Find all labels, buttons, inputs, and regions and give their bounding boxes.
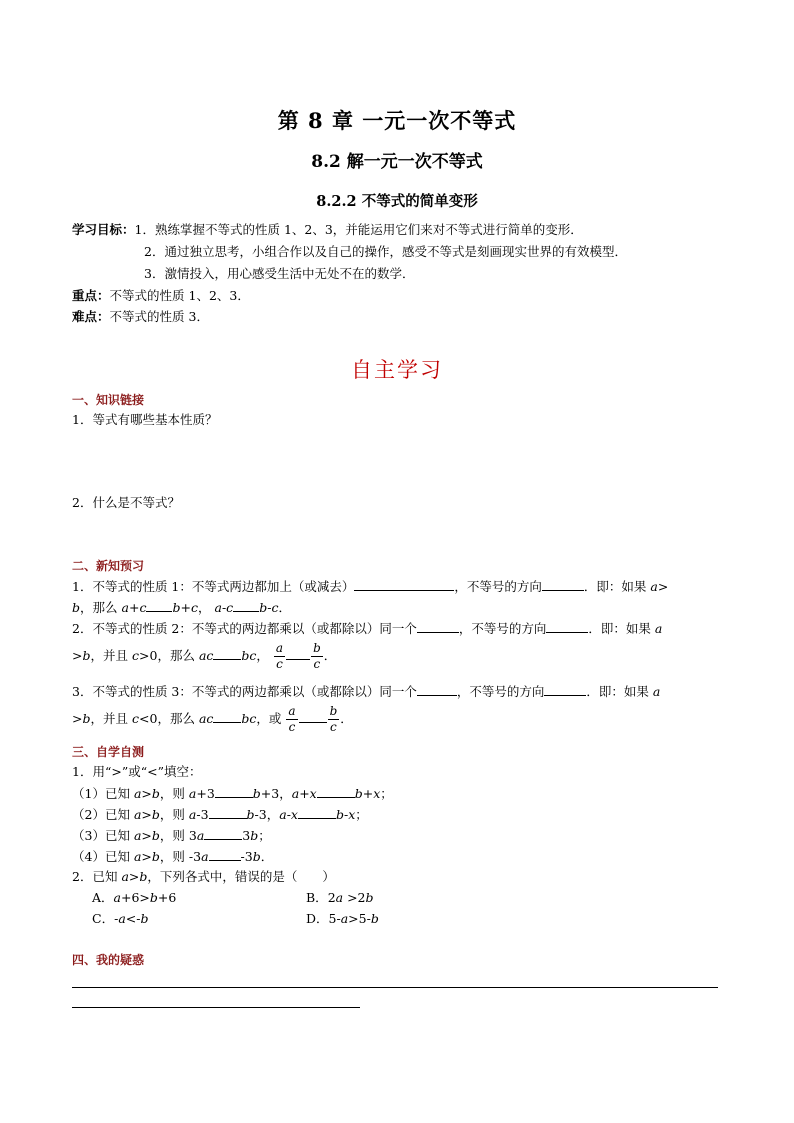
subsection-title: 8.2.2 不等式的简单变形 xyxy=(316,193,478,210)
answer-blank[interactable] xyxy=(213,647,241,660)
fraction-a-over-c: $\frac{a}{c}$ xyxy=(275,641,284,671)
choice-c[interactable]: C．-a<-b xyxy=(92,911,149,926)
exercise-item: （2）已知 a>b，则 a-3 b-3，a-x b-x； xyxy=(72,807,368,822)
property2-line2: >b，并且 c>0，那么 ac bc， $\frac{a}{c}$ $\frac{b}{c}$ ． xyxy=(72,641,337,671)
property2-line1: 2．不等式的性质 2：不等式的两边都乘以（或都除以）同一个 ，不等号的方向 ．即：如果 a xyxy=(72,621,663,636)
self-study-title: 自主学习 xyxy=(351,358,443,382)
q2-text: ，下列各式中，错误的是（ ） xyxy=(147,869,335,884)
objective-item: 1．熟练掌握不等式的性质 1、2、3，并能运用它们来对不等式进行简单的变形． xyxy=(134,222,583,237)
choice-label: D． xyxy=(306,911,329,926)
section-title: 8.2 解一元一次不等式 xyxy=(311,152,483,172)
part1-q2: 2．什么是不等式？ xyxy=(72,495,180,510)
answer-blank[interactable] xyxy=(299,710,327,723)
choice-label: C． xyxy=(92,911,115,926)
property2-text: ．即：如果 xyxy=(588,621,651,636)
answer-line[interactable] xyxy=(72,1007,360,1008)
difficult-points-label: 难点： xyxy=(72,309,110,324)
choice-b[interactable]: B．2a >2b xyxy=(306,890,374,905)
answer-blank[interactable] xyxy=(215,785,253,798)
answer-blank[interactable] xyxy=(298,806,336,819)
part3-q2: 2．已知 a>b，下列各式中，错误的是（ ） xyxy=(72,869,335,884)
difficult-points xyxy=(72,309,209,325)
part1-q1: 1．等式有哪些基本性质？ xyxy=(72,412,218,427)
property1-text: ．即：如果 xyxy=(583,579,647,594)
property3-text: ，那么 xyxy=(157,711,195,726)
property1-text: ，那么 xyxy=(80,600,118,615)
exercise-label: （4）已知 xyxy=(72,849,130,864)
property1-text: ，不等号的方向 xyxy=(454,579,542,594)
property2-text: ，那么 xyxy=(157,648,195,663)
answer-blank[interactable] xyxy=(317,785,355,798)
chapter-title: 第 8 章 一元一次不等式 xyxy=(277,108,517,133)
answer-blank[interactable] xyxy=(209,806,247,819)
exercise-item: （1）已知 a>b，则 a+3 b+3，a+x b+x； xyxy=(72,786,393,801)
property2-text: ，并且 xyxy=(90,648,129,663)
part3-q1: 1．用“>”或“<”填空： xyxy=(72,764,202,779)
part2-title: 二、新知预习 xyxy=(72,559,145,573)
answer-blank[interactable] xyxy=(417,620,459,633)
property3-text: 3．不等式的性质 3：不等式的两边都乘以（或都除以）同一个 xyxy=(72,684,417,699)
property3-text: ，不等号的方向 xyxy=(456,684,545,699)
exercise-text: ，则 xyxy=(159,786,185,801)
answer-blank[interactable] xyxy=(354,578,454,591)
property1-line1: 1．不等式的性质 1：不等式两边都加上（或减去） ，不等号的方向 ．即：如果 a> xyxy=(72,579,669,594)
exercise-text: ，则 xyxy=(159,828,185,843)
property3-text: ，或 xyxy=(256,711,282,726)
choice-a[interactable]: A．a+6>b+6 xyxy=(92,890,177,905)
answer-blank[interactable] xyxy=(544,683,586,696)
exercise-label: （3）已知 xyxy=(72,828,130,843)
fraction-b-over-c: $\frac{b}{c}$ xyxy=(329,704,338,734)
fraction-b-over-c: $\frac{b}{c}$ xyxy=(313,641,321,671)
part4-title: 四、我的疑惑 xyxy=(72,953,145,967)
property3-line2: >b，并且 c<0，那么 ac bc，或 $\frac{a}{c}$ $\frac{b}{c}$ ． xyxy=(72,704,353,734)
fraction-a-over-c: $\frac{a}{c}$ xyxy=(288,704,296,734)
objectives-label: 学习目标： xyxy=(72,222,135,237)
property3-line1: 3．不等式的性质 3：不等式的两边都乘以（或都除以）同一个 ，不等号的方向 ．即：如果 a xyxy=(72,684,661,699)
property1-text: ， xyxy=(197,600,211,615)
property3-text: ，并且 xyxy=(90,711,129,726)
exercise-label: （1）已知 xyxy=(72,786,130,801)
answer-blank[interactable] xyxy=(546,620,588,633)
choice-label: B． xyxy=(306,890,328,905)
key-points xyxy=(72,288,250,304)
property1-line2: b，那么 a+c b+c， a-c b-c． xyxy=(72,600,291,615)
exercise-item: （3）已知 a>b，则 3a 3b； xyxy=(72,828,271,843)
part3-title: 三、自学自测 xyxy=(72,745,145,759)
difficult-points-text: 不等式的性质 3． xyxy=(109,309,209,324)
objective-item: 3．激情投入，用心感受生活中无处不在的数学． xyxy=(144,266,415,281)
answer-blank[interactable] xyxy=(204,827,242,840)
exercise-text: ，则 xyxy=(159,807,185,822)
property1-text: 1．不等式的性质 1：不等式两边都加上（或减去） xyxy=(72,579,355,594)
key-points-label: 重点： xyxy=(72,288,110,303)
property2-text: ，不等号的方向 xyxy=(458,621,547,636)
answer-blank[interactable] xyxy=(417,683,457,696)
choice-d[interactable]: D．5-a>5-b xyxy=(306,911,379,926)
property2-text: 2．不等式的性质 2：不等式的两边都乘以（或都除以）同一个 xyxy=(72,621,417,636)
property3-text: ．即：如果 xyxy=(586,684,649,699)
exercise-item: （4）已知 a>b，则 -3a -3b． xyxy=(72,849,274,864)
objectives xyxy=(72,222,583,238)
answer-blank[interactable] xyxy=(286,647,310,660)
key-points-text: 不等式的性质 1、2、3． xyxy=(109,288,250,303)
choice-label: A． xyxy=(92,890,114,905)
exercise-label: （2）已知 xyxy=(72,807,130,822)
answer-blank[interactable] xyxy=(146,599,172,612)
exercise-text: ，则 xyxy=(159,849,185,864)
answer-blank[interactable] xyxy=(209,848,241,861)
answer-blank[interactable] xyxy=(233,599,259,612)
answer-blank[interactable] xyxy=(542,578,584,591)
q2-text: 2．已知 xyxy=(72,869,118,884)
part1-title: 一、知识链接 xyxy=(72,393,145,407)
answer-line[interactable] xyxy=(72,987,718,988)
answer-blank[interactable] xyxy=(213,710,241,723)
objective-item: 2．通过独立思考，小组合作以及自己的操作，感受不等式是刻画现实世界的有效模型． xyxy=(144,244,627,259)
